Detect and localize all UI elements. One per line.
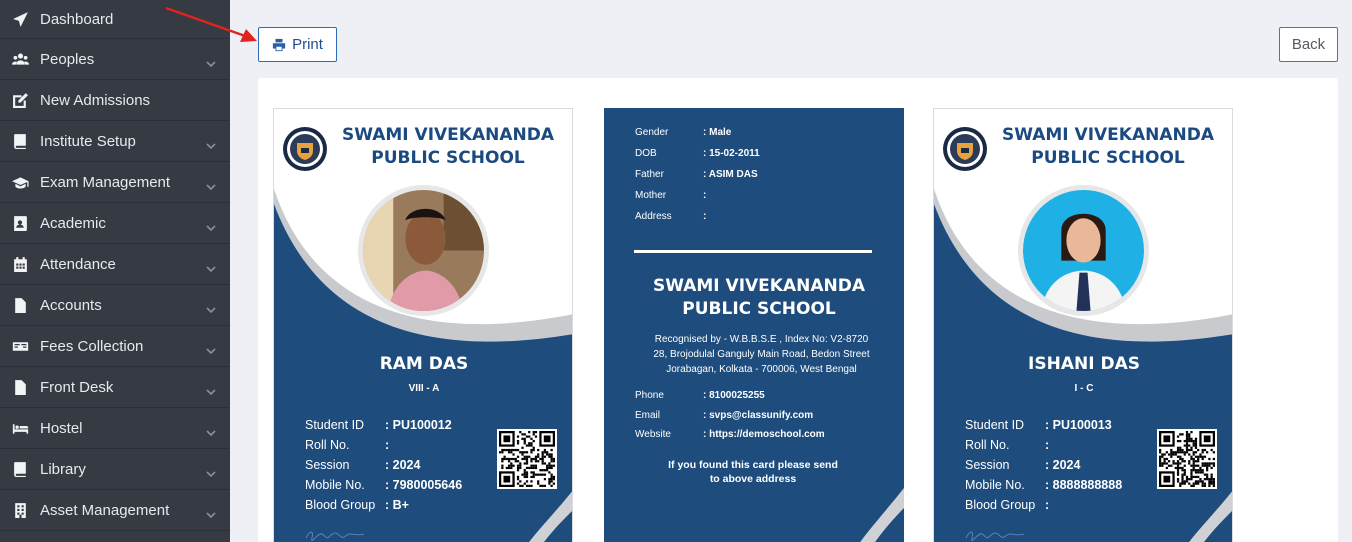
sidebar-item-label: Fees Collection — [40, 337, 144, 355]
sidebar-item-label: New Admissions — [40, 91, 151, 109]
student-class: I - C — [1074, 383, 1094, 394]
detail-row: DOB : 15-02-2011 — [635, 148, 760, 159]
school-address: Recognised by - W.B.B.S.E , Index No: V2-8720 28, Brojodulal Ganguly Main Road, Bedon Street Jorabagan, Kolkata - 700006, West Bengal — [653, 334, 870, 375]
school-name: SWAMI VIVEKANANDA PUBLIC SCHOOL — [652, 276, 865, 319]
contact-row: Email : svps@classunify.com — [635, 409, 814, 421]
sidebar-item-label: Attendance — [40, 255, 116, 273]
money-bill-icon — [10, 338, 30, 354]
sidebar-item-new-admissions[interactable] — [0, 80, 230, 121]
sidebar-item-label: Accounts — [40, 296, 102, 314]
sidebar-item-label: Exam Management — [40, 173, 171, 191]
sidebar-item-label: Academic — [40, 214, 106, 232]
file-icon — [10, 297, 30, 313]
chevron-down-icon — [206, 55, 216, 63]
file-icon — [10, 379, 30, 395]
sidebar-item-library[interactable] — [0, 449, 230, 490]
sidebar-item-academic[interactable] — [0, 203, 230, 244]
chevron-down-icon — [206, 301, 216, 309]
info-row: Mobile No. : 7980005646 — [305, 478, 463, 492]
detail-row: Gender : Male — [635, 127, 732, 138]
sidebar-item-asset-management[interactable] — [0, 490, 230, 531]
school-contact — [635, 386, 825, 445]
sidebar-item-label: Institute Setup — [40, 132, 136, 150]
school-name: SWAMI VIVEKANANDA PUBLIC SCHOOL — [1001, 125, 1214, 168]
student-photo — [1018, 185, 1149, 316]
school-logo — [942, 126, 988, 172]
sidebar-item-label: Asset Management — [40, 501, 170, 519]
chevron-down-icon — [206, 506, 216, 514]
qr-code — [497, 429, 557, 489]
sidebar — [0, 0, 230, 542]
id-card-front-1 — [273, 108, 573, 542]
school-logo — [282, 126, 328, 172]
print-button[interactable] — [258, 27, 337, 62]
annotation-arrow-icon — [160, 0, 270, 50]
paper-plane-icon — [10, 11, 30, 27]
sidebar-item-attendance[interactable] — [0, 244, 230, 285]
sidebar-item-front-desk[interactable] — [0, 367, 230, 408]
chevron-down-icon — [206, 219, 216, 227]
info-row: Mobile No. : 8888888888 — [965, 478, 1123, 492]
sidebar-item-label: Hostel — [40, 419, 83, 437]
chevron-down-icon — [206, 178, 216, 186]
info-row: Blood Group : B+ — [305, 498, 409, 512]
student-photo — [358, 185, 489, 316]
student-name: ISHANI DAS — [1028, 354, 1140, 374]
back-button[interactable]: Back — [1279, 27, 1338, 62]
id-card-front-2 — [933, 108, 1233, 542]
print-icon — [272, 38, 286, 52]
book-icon — [10, 461, 30, 477]
signature — [964, 526, 1034, 542]
info-row: Student ID : PU100012 — [305, 418, 452, 432]
sidebar-item-hostel[interactable] — [0, 408, 230, 449]
info-row: Student ID : PU100013 — [965, 418, 1112, 432]
contact-row: Phone : 8100025255 — [635, 390, 765, 402]
bed-icon — [10, 420, 30, 436]
signature — [304, 526, 374, 542]
chevron-down-icon — [206, 424, 216, 432]
calendar-icon — [10, 256, 30, 272]
sidebar-item-label: Dashboard — [40, 10, 114, 28]
chevron-down-icon — [206, 137, 216, 145]
users-icon — [10, 51, 30, 67]
info-row: Roll No. : — [965, 438, 1050, 452]
chevron-down-icon — [206, 260, 216, 268]
school-name: SWAMI VIVEKANANDA PUBLIC SCHOOL — [341, 125, 554, 168]
sidebar-item-label: Front Desk — [40, 378, 114, 396]
id-card-back — [604, 108, 904, 542]
chevron-down-icon — [206, 465, 216, 473]
sidebar-item-institute-setup[interactable] — [0, 121, 230, 162]
student-name: RAM DAS — [379, 354, 469, 374]
print-label: Print — [292, 36, 323, 53]
divider — [634, 250, 872, 253]
sidebar-item-exam-management[interactable] — [0, 162, 230, 203]
detail-row: Father : ASIM DAS — [635, 169, 758, 180]
found-card-note: If you found this card please send to above address — [668, 459, 838, 485]
info-row: Roll No. : — [305, 438, 390, 452]
contact-row: Website : https://demoschool.com — [635, 429, 825, 441]
address-book-icon — [10, 215, 30, 231]
building-icon — [10, 502, 30, 518]
graduation-cap-icon — [10, 174, 30, 190]
qr-code — [1157, 429, 1217, 489]
student-class: VIII - A — [408, 383, 440, 394]
info-row: Session : 2024 — [965, 458, 1081, 472]
detail-row: Mother : — [635, 190, 707, 201]
book-icon — [10, 133, 30, 149]
student-info — [305, 415, 462, 515]
sidebar-item-accounts[interactable] — [0, 285, 230, 326]
info-row: Session : 2024 — [305, 458, 421, 472]
detail-row: Address : — [635, 211, 707, 222]
chevron-down-icon — [206, 383, 216, 391]
student-info — [965, 415, 1122, 515]
personal-details — [635, 122, 760, 227]
edit-icon — [10, 92, 30, 108]
sidebar-item-label: Peoples — [40, 50, 95, 68]
info-row: Blood Group : — [965, 498, 1050, 512]
sidebar-item-fees-collection[interactable] — [0, 326, 230, 367]
sidebar-item-label: Library — [40, 460, 86, 478]
chevron-down-icon — [206, 342, 216, 350]
